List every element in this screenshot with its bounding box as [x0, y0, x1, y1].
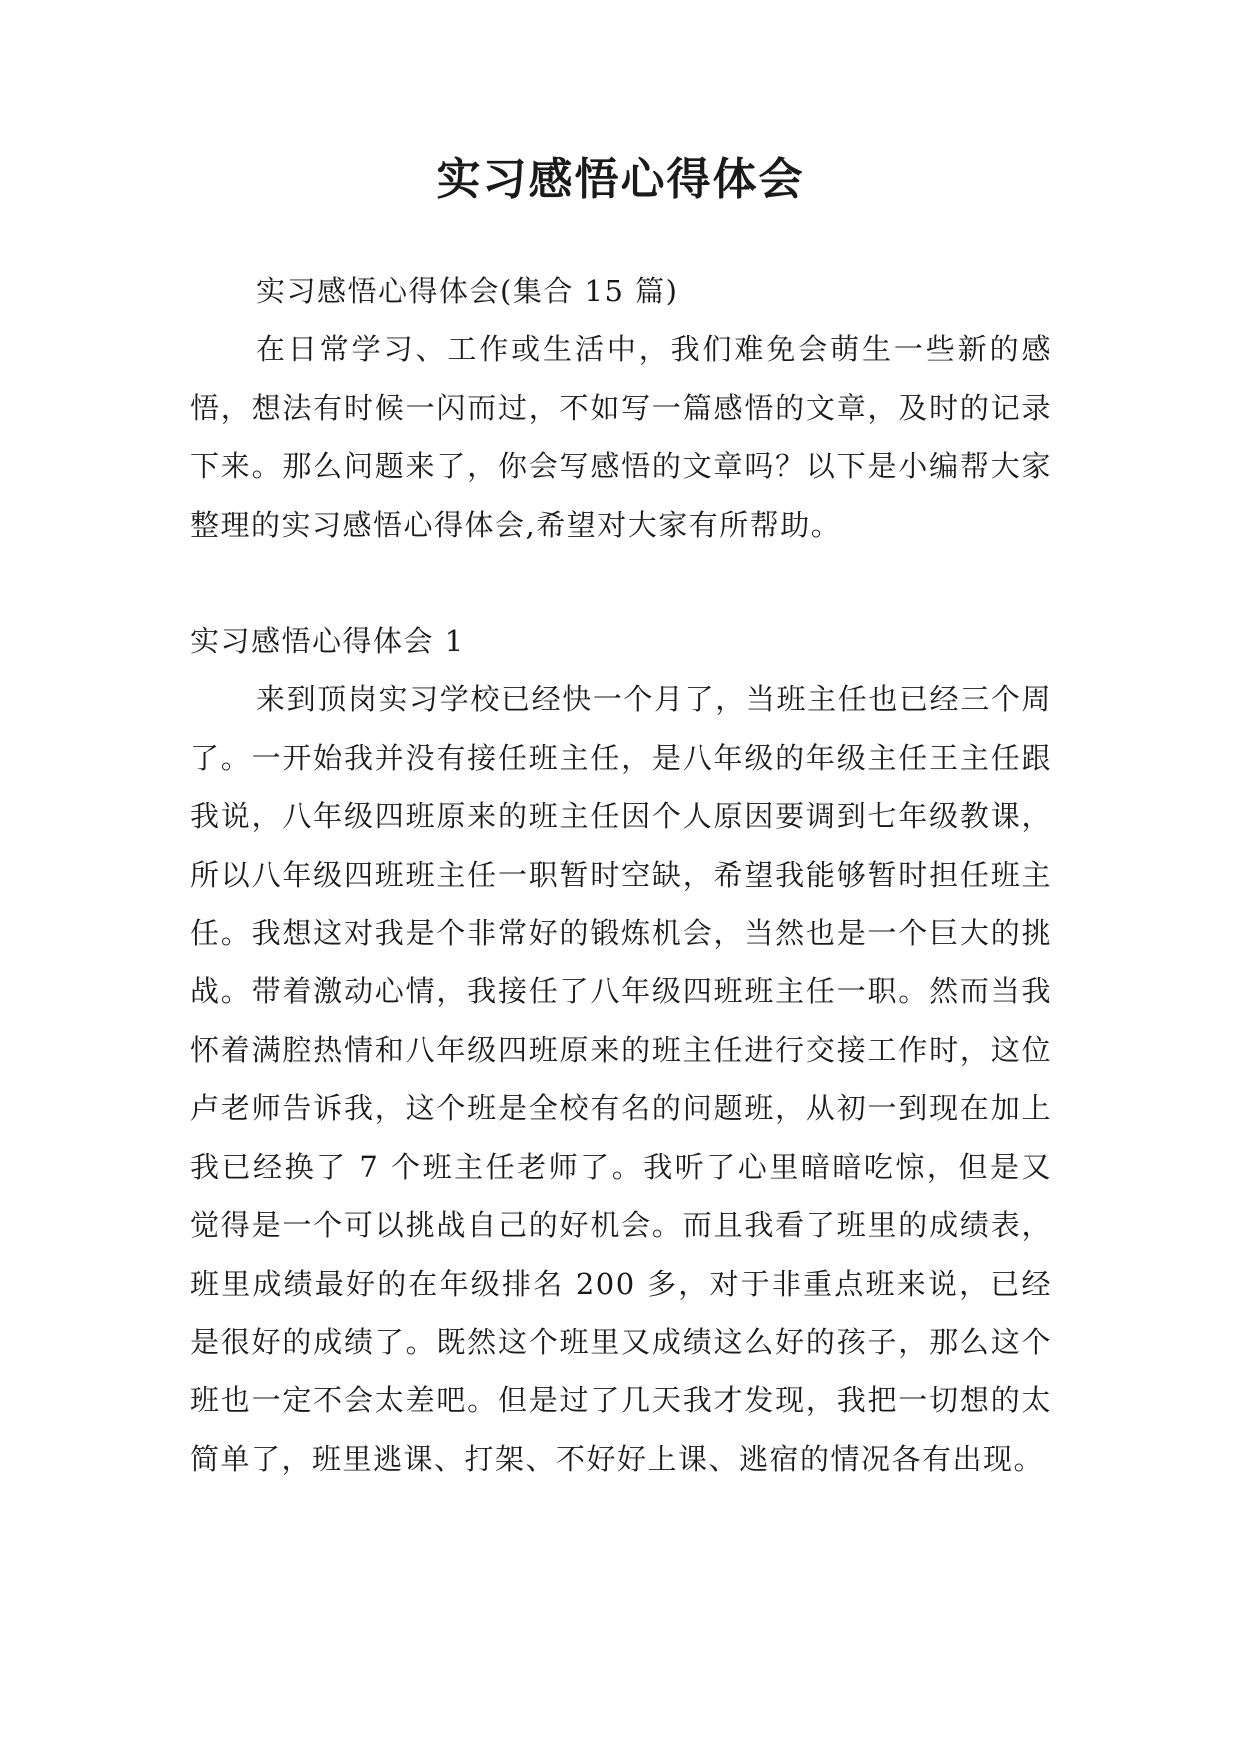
document-title: 实习感悟心得体会	[436, 154, 805, 205]
section-heading: 实习感悟心得体会 1	[190, 624, 465, 659]
section-spacer	[190, 554, 1052, 612]
section-paragraph: 来到顶岗实习学校已经快一个月了，当班主任也已经三个周了。一开始我并没有接任班主任，是八年级的年级主任王主任跟我说，八年级四班原来的班主任因个人原因要调到七年级教课，所以八年级四班班主任一职暂时空缺，希望我能够暂时担任班主任。我想这对我是个非常好的锻炼机会，当然也是一个巨大的挑战。带着激动心情，我接任了八年级四班班主任一职。然而当我怀着满腔热情和八年级四班原来的班主任进行交接工作时，这位卢老师告诉我，这个班是全校有名的问题班，从初一到现在加上我已经换了 7 个班主任老师了。我听了心里暗暗吃惊，但是又觉得是一个可以挑战自己的好机会。而且我看了班里的成绩表，班里成绩最好的在年级排名 200 多，对于非重点班来说，已经是很好的成绩了。既然这个班里又成绩这么好的孩子，那么这个班也一定不会太差吧。但是过了几天我才发现，我把一切想的太简单了，班里逃课、打架、不好好上课、逃宿的情况各有出现。	[190, 682, 1052, 1476]
intro-paragraph: 在日常学习、工作或生活中，我们难免会萌生一些新的感悟，想法有时候一闪而过，不如写一篇感悟的文章，及时的记录下来。那么问题来了，你会写感悟的文章吗？以下是小编帮大家整理的实习感悟心得体会,希望对大家有所帮助。	[190, 332, 1052, 542]
document-body	[190, 262, 1052, 1488]
document-subtitle: 实习感悟心得体会(集合 15 篇)	[256, 274, 679, 308]
